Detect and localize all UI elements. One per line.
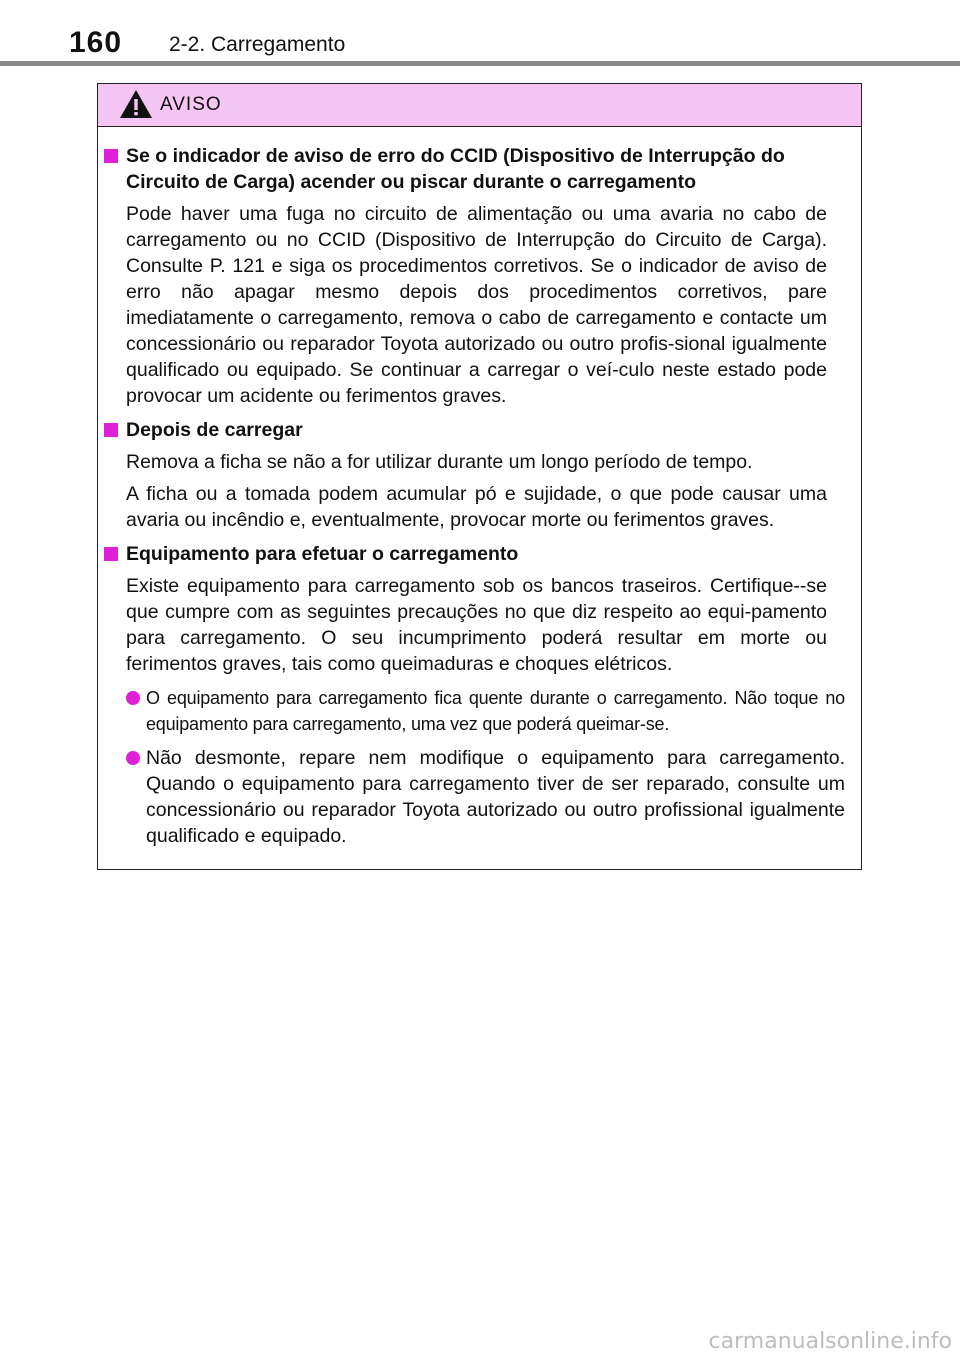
square-bullet-icon	[104, 547, 118, 561]
square-bullet-icon	[104, 149, 118, 163]
square-bullet-icon	[104, 423, 118, 437]
item-heading-text: Se o indicador de aviso de erro do CCID (Dispositivo de Interrupção do Circuito de Carga) acender ou piscar durante o carregamento	[126, 145, 785, 193]
item-heading	[104, 417, 845, 443]
warning-title: AVISO	[160, 94, 222, 115]
page-number: 160	[69, 26, 123, 59]
item-heading	[104, 541, 845, 567]
item-paragraph: Existe equipamento para carregamento sob os bancos traseiros. Certifique--se que cumpre com as seguintes precauções no que diz respeito ao equi-pamento para carregamento. O seu incumprimento poderá resultar em morte ou ferimentos graves, tais como queimaduras e choques elétricos.	[126, 575, 827, 675]
list-item	[126, 685, 845, 737]
page-header	[0, 0, 960, 66]
circle-bullet-icon	[126, 691, 140, 705]
item-paragraph: Pode haver uma fuga no circuito de alimentação ou uma avaria no cabo de carregamento ou no CCID (Dispositivo de Interrupção do Circuito de Carga). Consulte P. 121 e siga os procedimentos corretivos. Se o indicador de aviso de erro não apagar mesmo depois dos procedimentos corretivos, pare imediatamente o carregamento, remova o cabo de carregamento e contacte um concessionário ou reparador Toyota autorizado ou outro profis-sional igualmente qualificado ou equipado. Se continuar a carregar o veí-culo neste estado pode provocar um acidente ou ferimentos graves.	[126, 203, 827, 407]
list-item-text: O equipamento para carregamento fica quente durante o carregamento. Não toque no equipamento para carregamento, uma vez que poderá queimar-se.	[146, 688, 845, 734]
item-paragraph: A ficha ou a tomada podem acumular pó e sujidade, o que pode causar uma avaria ou incêndio e, eventualmente, provocar morte ou ferimentos graves.	[126, 483, 827, 531]
warning-header	[98, 84, 861, 127]
warning-item-ccid	[104, 143, 845, 409]
list-item-text: Não desmonte, repare nem modifique o equipamento para carregamento. Quando o equipamento para carregamento tiver de ser reparado, consulte um concessionário ou reparador Toyota autorizado ou outro profissional igualmente qualificado e equipado.	[146, 747, 845, 847]
warning-triangle-icon	[118, 88, 154, 120]
warning-item-charging-equipment	[104, 541, 845, 849]
item-paragraph: Remova a ficha se não a for utilizar durante um longo período de tempo.	[126, 451, 753, 473]
warning-item-after-charging	[104, 417, 845, 533]
warning-body	[98, 127, 861, 849]
watermark: carmanualsonline.info	[708, 1329, 952, 1354]
list-item	[126, 745, 845, 849]
warning-box	[97, 83, 862, 870]
item-heading	[104, 143, 845, 195]
item-heading-text: Equipamento para efetuar o carregamento	[126, 543, 519, 565]
section-title: 2-2. Carregamento	[169, 33, 346, 56]
item-heading-text: Depois de carregar	[126, 419, 303, 441]
circle-bullet-icon	[126, 751, 140, 765]
